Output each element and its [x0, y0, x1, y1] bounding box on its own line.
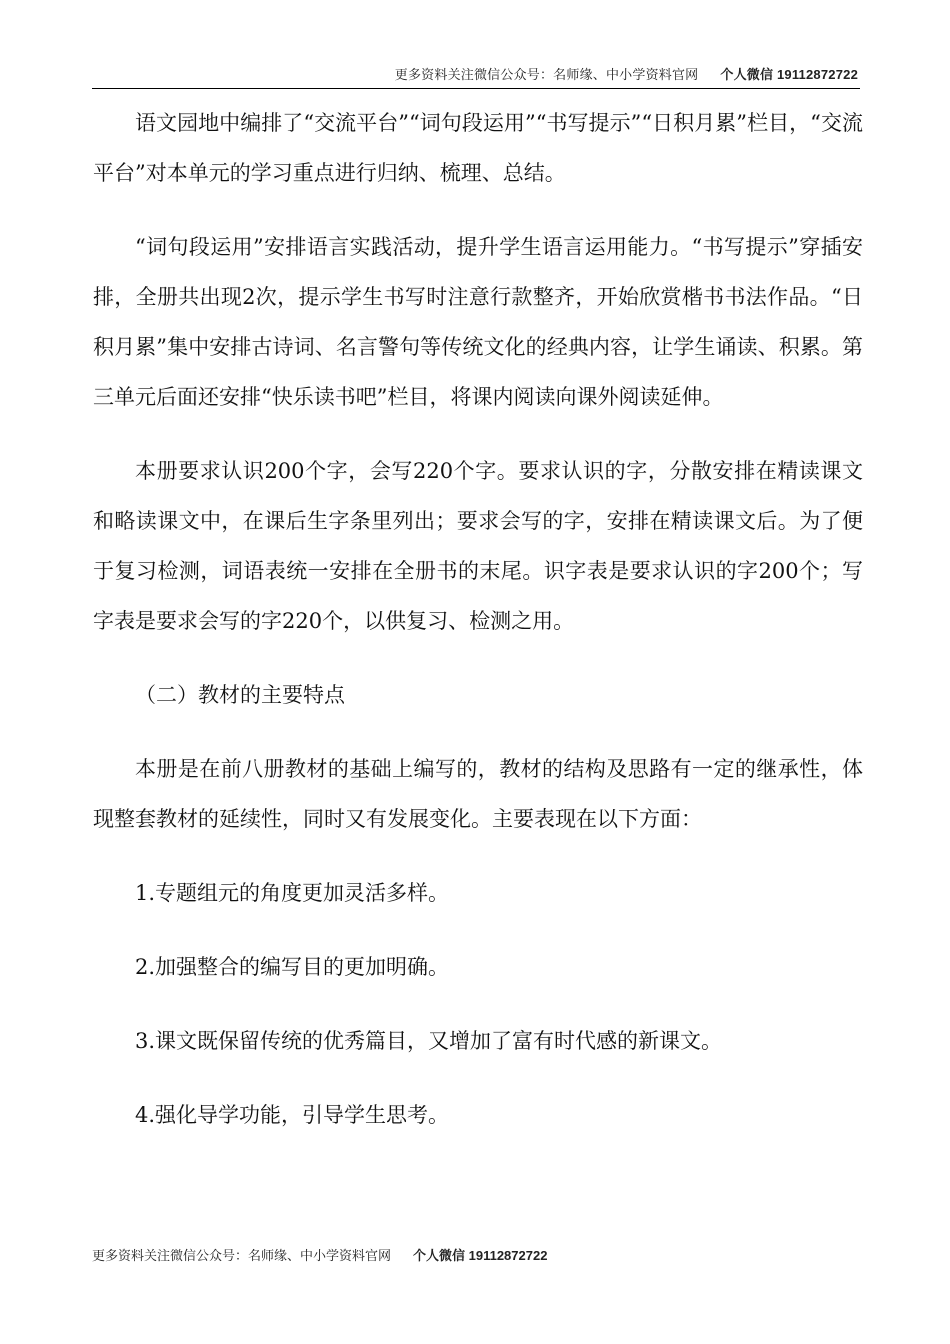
header-wechat-text: 个人微信 19112872722: [720, 67, 858, 82]
header-promo-text: 更多资料关注微信公众号：名师缘、中小学资料官网: [394, 68, 699, 83]
header-divider: [92, 88, 860, 89]
footer-wechat-text: 个人微信 19112872722: [413, 1248, 548, 1263]
section-heading: （二）教材的主要特点: [135, 683, 345, 707]
paragraph-garden-columns: 语文园地中编排了“交流平台”“词句段运用”“书写提示”“日积月累”栏目，“交流平台”对本单元的学习重点进行归纳、梳理、总结。: [93, 111, 863, 185]
footer-promo-text: 更多资料关注微信公众号：名师缘、中小学资料官网: [92, 1249, 392, 1264]
paragraph-character-requirements: 本册要求认识200个字，会写220个字。要求认识的字，分散安排在精读课文和略读课文中，在课后生字条里列出；要求会写的字，安排在精读课文后。为了便于复习检测，词语表统一安排在全册书的末尾。识字表是要求认识的字200个；写字表是要求会写的字220个，以供复习、检测之用。: [93, 459, 863, 633]
paragraph-column-details: “词句段运用”安排语言实践活动，提升学生语言运用能力。“书写提示”穿插安排，全册共出现2次，提示学生书写时注意行款整齐，开始欣赏楷书书法作品。“日积月累”集中安排古诗词、名言警句等传统文化的经典内容，让学生诵读、积累。第三单元后面还安排“快乐读书吧”栏目，将课内阅读向课外阅读延伸。: [93, 235, 863, 409]
feature-point-4: 4.强化导学功能，引导学生思考。: [135, 1103, 450, 1127]
feature-point-2: 2.加强整合的编写目的更加明确。: [135, 955, 450, 979]
feature-point-1: 1.专题组元的角度更加灵活多样。: [135, 881, 450, 905]
document-body: [93, 98, 863, 1140]
feature-point-3: 3.课文既保留传统的优秀篇目，又增加了富有时代感的新课文。: [135, 1029, 723, 1053]
page-footer: [92, 1245, 547, 1264]
page-header: [395, 64, 858, 83]
paragraph-main-features: 本册是在前八册教材的基础上编写的，教材的结构及思路有一定的继承性，体现整套教材的延续性，同时又有发展变化。主要表现在以下方面：: [93, 757, 863, 831]
